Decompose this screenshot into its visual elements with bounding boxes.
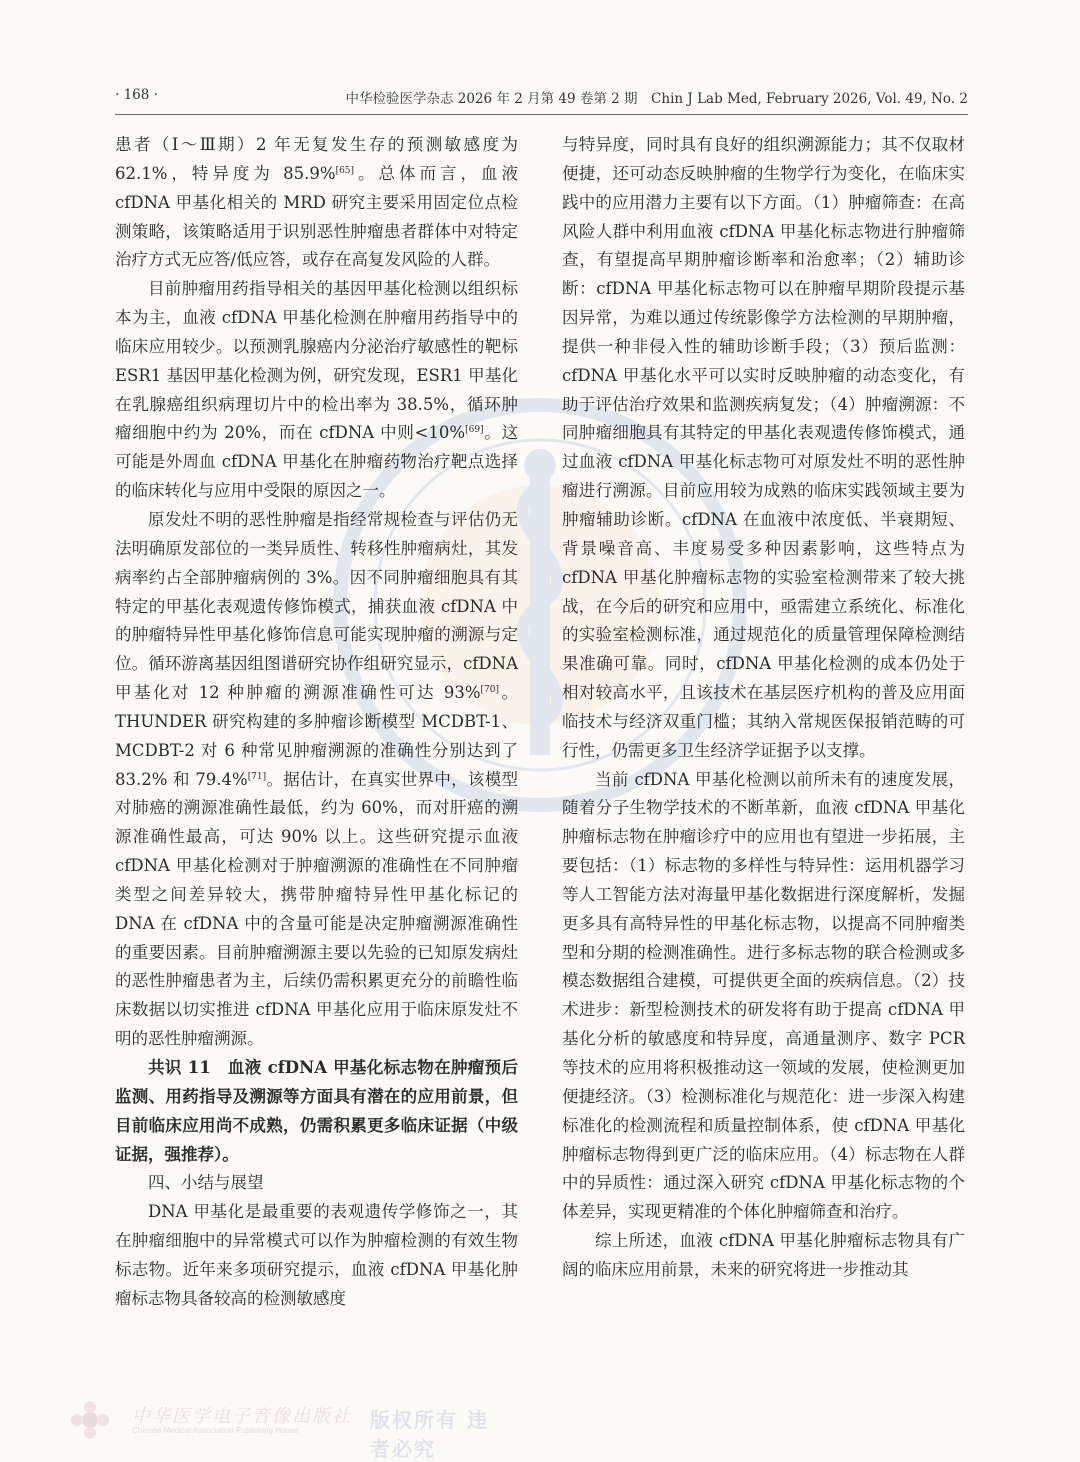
page-number: · 168 ·	[115, 87, 158, 103]
flower-logo-icon	[70, 1400, 110, 1440]
reference-marker[interactable]: [70]	[480, 685, 500, 696]
reference-marker[interactable]: [65]	[335, 165, 355, 176]
paragraph: 当前 cfDNA 甲基化检测以前所未有的速度发展，随着分子生物学技术的不断革新，血液 cfDNA 甲基化肿瘤标志物在肿瘤诊疗中的应用也有望进一步拓展，主要包括：（1）标志物的多样性与特异性：运用机器学习等人工智能方法对海量甲基化数据进行深度解析，发掘更多具有高特异性的甲基化标志物，以提高不同肿瘤类型和分期的检测准确性。进行多标志物的联合检测或多模态数据组合建模，可提供更全面的疾病信息。（2）技术进步：新型检测技术的研发将有助于提高 cfDNA 甲基化分析的敏感度和特异度，高通量测序、数字 PCR 等技术的应用将积极推动这一领域的发展，使检测更加便捷经济。（3）检测标准化与规范化：进一步深入构建标准化的检测流程和质量控制体系，使 cfDNA 甲基化肿瘤标志物得到更广泛的临床应用。（4）标志物在人群中的异质性：通过深入研究 cfDNA 甲基化标志物的个体差异，实现更精准的个体化肿瘤筛查和治疗。	[562, 769, 965, 1222]
publisher-logo	[70, 1400, 490, 1461]
consensus-statement: 共识 11 血液 cfDNA 甲基化标志物在肿瘤预后监测、用药指导及溯源等方面具有潜在的应用前景，但目前临床应用尚不成熟，仍需积累更多临床证据（中级证据，强推荐）。	[115, 1058, 518, 1164]
reference-marker[interactable]: [69]	[465, 425, 484, 436]
page-header	[115, 84, 968, 115]
paragraph: 目前肿瘤用药指导相关的基因甲基化检测以组织标本为主，血液 cfDNA 甲基化检测在肿瘤用药指导中的临床应用较少。以预测乳腺癌内分泌治疗敏感性的靶标 ESR1 基因甲基化检测为例，研究发现，ESR1 甲基化在乳腺癌组织病理切片中的检出率为 38.5%，循环肿瘤细胞中约为 20%，而在 cfDNA 中则<10%[69]。这可能是外周血 cfDNA 甲基化在肿瘤药物治疗靶点选择的临床转化与应用中受限的原因之一。	[115, 279, 518, 501]
reference-marker[interactable]: [71]	[247, 771, 267, 782]
section-heading: 四、小结与展望	[148, 1173, 264, 1193]
paragraph: 综上所述，血液 cfDNA 甲基化肿瘤标志物具有广阔的临床应用前景，未来的研究将进一步推动其	[562, 1231, 965, 1279]
paragraph: DNA 甲基化是最重要的表观遗传学修饰之一，其在肿瘤细胞中的异常模式可以作为肿瘤检测的有效生物标志物。近年来多项研究提示，血液 cfDNA 甲基化肿瘤标志物具备较高的检测敏感度	[115, 1202, 518, 1308]
copyright-tagline: 版权所有 违者必究	[370, 1408, 489, 1461]
right-column	[562, 131, 965, 1285]
paragraph: 原发灶不明的恶性肿瘤是指经常规检查与评估仍无法明确原发部位的一类异质性、转移性肿瘤病灶，其发病率约占全部肿瘤病例的 3%。因不同肿瘤细胞具有其特定的甲基化表观遗传修饰模式，捕获血液 cfDNA 中的肿瘤特异性甲基化修饰信息可能实现肿瘤的溯源与定位。循环游离基因组图谱研究协作组研究显示，cfDNA 甲基化对 12 种肿瘤的溯源准确性可达 93%[70]。THUNDER 研究构建的多肿瘤诊断模型 MCDBT-1、MCDBT-2 对 6 种常见肿瘤溯源的准确性分别达到了 83.2% 和 79.4%[71]。据估计，在真实世界中，该模型对肺癌的溯源准确性最低，约为 60%，而对肝癌的溯源准确性最高，可达 90% 以上。这些研究提示血液 cfDNA 甲基化检测对于肿瘤溯源的准确性在不同肿瘤类型之间差异较大，携带肿瘤特异性甲基化标记的 DNA 在 cfDNA 中的含量可能是决定肿瘤溯源准确性的重要因素。目前肿瘤溯源主要以先验的已知原发病灶的恶性肿瘤患者为主，后续仍需积累更充分的前瞻性临床数据以切实推进 cfDNA 甲基化应用于临床原发灶不明的恶性肿瘤溯源。	[115, 509, 519, 1049]
publisher-name-en: Chinese Medical Association Publishing House	[132, 1426, 299, 1435]
publisher-name-cn: 中华医学电子音像出版社	[132, 1406, 352, 1427]
left-column	[115, 131, 518, 1314]
paragraph: 与特异度，同时具有良好的组织溯源能力；其不仅取材便捷，还可动态反映肿瘤的生物学行为变化，在临床实践中的应用潜力主要有以下方面。（1）肿瘤筛查：在高风险人群中利用血液 cfDNA 甲基化标志物进行肿瘤筛查，有望提高早期肿瘤诊断率和治愈率；（2）辅助诊断：cfDNA 甲基化标志物可以在肿瘤早期阶段提示基因异常，为难以通过传统影像学方法检测的早期肿瘤，提供一种非侵入性的辅助诊断手段；（3）预后监测：cfDNA 甲基化水平可以实时反映肿瘤的动态变化，有助于评估治疗效果和监测疾病复发；（4）肿瘤溯源：不同肿瘤细胞具有其特定的甲基化表观遗传修饰模式，通过血液 cfDNA 甲基化标志物可对原发灶不明的恶性肿瘤进行溯源。目前应用较为成熟的临床实践领域主要为肿瘤辅助诊断。cfDNA 在血液中浓度低、半衰期短、背景噪音高、丰度易受多种因素影响，这些特点为 cfDNA 甲基化肿瘤标志物的实验室检测带来了较大挑战，在今后的研究和应用中，亟需建立系统化、标准化的实验室检测标准，通过规范化的质量管理保障检测结果准确可靠。同时，cfDNA 甲基化检测的成本仍处于相对较高水平，且该技术在基层医疗机构的普及应用面临技术与经济双重门槛；其纳入常规医保报销范畴的可行性，仍需更多卫生经济学证据予以支撑。	[562, 135, 965, 760]
running-title: 中华检验医学杂志 2026 年 2 月第 49 卷第 2 期 Chin J Lab Med, February 2026, Vol. 49, No. 2	[345, 91, 968, 107]
paragraph: 患者（Ⅰ～Ⅲ期）2 年无复发生存的预测敏感度为 62.1%，特异度为 85.9%[65]。总体而言，血液 cfDNA 甲基化相关的 MRD 研究主要采用固定位点检测策略，该策略适用于识别恶性肿瘤患者群体中对特定治疗方式无应答/低应答，或存在高复发风险的人群。	[115, 135, 519, 270]
